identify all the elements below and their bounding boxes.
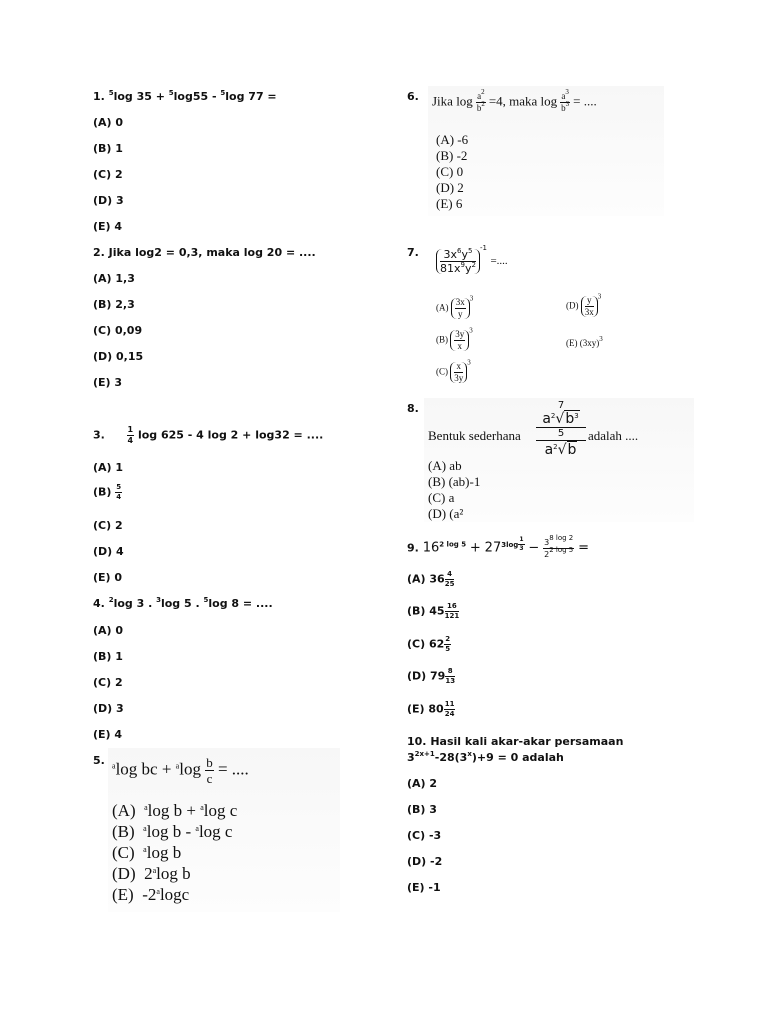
expr-part: log c: [203, 801, 238, 820]
expr-part: log 3 .: [113, 597, 157, 610]
q8-label: Bentuk sederhana: [428, 428, 521, 443]
log-base: a: [144, 803, 148, 812]
q1-option-a[interactable]: (A) 0: [93, 116, 124, 129]
question-number: 3.: [93, 428, 105, 442]
q8-option-c[interactable]: (C) a: [428, 490, 455, 505]
option-label: (C): [436, 366, 448, 377]
q2-option-d[interactable]: (D) 0,15: [93, 350, 144, 363]
fraction-b-over-c: [205, 756, 214, 785]
expr-part: log 625 - 4 log 2 + log32 = ....: [137, 428, 324, 442]
q2-option-a[interactable]: (A) 1,3: [93, 272, 135, 285]
exponent: 3: [469, 294, 474, 303]
expr-part: =4, maka log: [488, 93, 558, 109]
log-base: a: [200, 803, 204, 812]
denominator: 24: [444, 710, 455, 718]
fraction: [543, 534, 574, 559]
log-base: a: [195, 824, 199, 833]
option-text: (C) 62: [407, 637, 445, 651]
fraction: [115, 484, 122, 501]
numerator: 16: [445, 603, 460, 612]
numerator: x: [454, 362, 463, 373]
option-paren: [450, 330, 469, 351]
exponent: 8 log 2: [549, 534, 574, 542]
expr-part: Jika log: [432, 93, 473, 109]
numerator: 1: [127, 425, 134, 434]
denominator: b: [561, 103, 566, 113]
question-10-line2: [407, 751, 564, 764]
numerator: y: [585, 296, 594, 307]
root-index: 7: [557, 400, 565, 411]
exponent: 3: [574, 412, 579, 420]
option-label: (C): [112, 843, 135, 862]
log-base: 3: [156, 596, 161, 604]
question-4: [93, 597, 273, 610]
q1-option-c[interactable]: (C) 2: [93, 168, 123, 181]
exponent: 3: [469, 326, 473, 335]
radicand: b: [567, 442, 577, 458]
q10-option-e[interactable]: (E) -1: [407, 881, 441, 894]
log-base: 5: [168, 89, 174, 97]
question-10-line1: 10. Hasil kali akar-akar persamaan: [407, 735, 624, 748]
expr-part: )+9 = 0 adalah: [471, 751, 564, 764]
log-base: 5: [108, 89, 114, 97]
option-label: (B): [93, 485, 112, 499]
operator: −: [528, 540, 540, 556]
fraction-paren: [436, 246, 480, 275]
q5-option-c[interactable]: [112, 843, 181, 863]
q5-option-e[interactable]: [112, 885, 189, 905]
q9-option-b[interactable]: [407, 603, 459, 620]
base: 16: [422, 540, 440, 556]
numerator: a: [477, 91, 482, 101]
q5-option-a[interactable]: [112, 801, 237, 821]
numerator-part: y: [461, 247, 468, 261]
fraction: [445, 571, 455, 588]
denominator: 4: [127, 436, 134, 445]
expr-part: log b -: [146, 822, 196, 841]
expr-part: log bc +: [115, 759, 176, 779]
expr-part: log 5 .: [160, 597, 204, 610]
option-label: (E): [566, 338, 578, 348]
q5-option-b[interactable]: [112, 822, 232, 842]
denominator: b: [476, 103, 482, 113]
question-7: [436, 244, 508, 275]
expr-part: log 35 +: [113, 90, 169, 103]
exponent: 2 log 5: [439, 540, 467, 549]
denominator: 25: [444, 580, 455, 588]
expr-part: log c: [198, 822, 233, 841]
log-base: 5: [203, 596, 209, 604]
option-text: (D) 79: [407, 669, 446, 683]
question-7-number: 7.: [407, 246, 419, 259]
fraction: [455, 298, 466, 319]
option-label: (D): [566, 300, 579, 311]
q7-option-a[interactable]: [436, 294, 474, 319]
exponent: 2x+1: [414, 750, 435, 758]
log-base: 3: [501, 540, 507, 549]
expr-part: log 77 =: [225, 90, 277, 103]
numerator: a: [561, 91, 566, 101]
exponent: [501, 536, 524, 552]
log-base: 2: [108, 596, 114, 604]
expr-part: = ....: [573, 93, 597, 109]
log-base: 5: [220, 89, 226, 97]
fraction: [444, 636, 451, 653]
q1-option-b[interactable]: (B) 1: [93, 142, 123, 155]
expr-part: log: [179, 759, 201, 779]
q1-option-d[interactable]: (D) 3: [93, 194, 124, 207]
q9-option-a[interactable]: [407, 571, 454, 588]
option-text: (B) 45: [407, 604, 445, 618]
log-base: a: [175, 761, 180, 771]
q10-option-b[interactable]: (B) 3: [407, 803, 437, 816]
expr-part: log b: [146, 843, 182, 862]
right-column: [384, 0, 768, 1024]
numerator: 5: [116, 483, 122, 491]
log-base: a: [143, 845, 147, 854]
fraction-a3-b3: [560, 88, 570, 113]
q7-option-c[interactable]: [436, 358, 471, 383]
denominator: 4: [116, 493, 122, 501]
q7-option-d[interactable]: [566, 292, 602, 317]
question-3: [93, 426, 323, 445]
operator: =: [578, 540, 589, 556]
q4-option-e[interactable]: (E) 4: [93, 728, 123, 741]
question-number: 1.: [93, 90, 105, 103]
fraction: [454, 362, 463, 383]
denominator: 2: [544, 550, 550, 559]
option-label: (E): [112, 885, 134, 904]
denominator: x: [457, 341, 462, 351]
q8-option-d[interactable]: (D) (a²: [428, 506, 464, 521]
option-text: (A) 36: [407, 572, 445, 586]
base: a: [542, 411, 551, 427]
q3-option-d[interactable]: (D) 4: [93, 545, 124, 558]
numerator: 1: [519, 536, 524, 543]
q8-option-b[interactable]: (B) (ab)-1: [428, 474, 481, 489]
denominator: 3x: [584, 307, 594, 317]
q10-option-c[interactable]: (C) -3: [407, 829, 442, 842]
q3-option-c[interactable]: (C) 2: [93, 519, 123, 532]
log-word: log: [506, 540, 519, 549]
expr-part: logc: [159, 885, 190, 904]
q3-option-e[interactable]: (E) 0: [93, 571, 123, 584]
fraction: [445, 668, 455, 685]
question-8-number: 8.: [407, 402, 419, 415]
question-2: 2. Jika log2 = 0,3, maka log 20 = ....: [93, 246, 316, 259]
question-6-number: 6.: [407, 90, 419, 103]
q6-option-a[interactable]: (A) -6: [436, 132, 469, 147]
question-number: 9.: [407, 541, 419, 555]
base: 27: [484, 540, 502, 556]
question-6: [432, 88, 597, 113]
expr-part: 2: [144, 864, 153, 883]
expr-part: (3xy): [579, 338, 600, 348]
option-label: (B): [112, 822, 135, 841]
q4-option-a[interactable]: (A) 0: [93, 624, 124, 637]
exponent: 3: [597, 292, 602, 301]
exponent: 3: [599, 335, 603, 343]
q2-option-c[interactable]: (C) 0,09: [93, 324, 143, 337]
log-base: a: [143, 824, 147, 833]
exponent: 2: [553, 443, 558, 451]
q9-option-c[interactable]: [407, 636, 451, 653]
denominator-part: 81x: [440, 261, 461, 275]
option-label: (A): [112, 801, 136, 820]
q9-option-d[interactable]: [407, 668, 455, 685]
q4-option-c[interactable]: (C) 2: [93, 676, 123, 689]
q2-option-e[interactable]: (E) 3: [93, 376, 123, 389]
expr-part: log55 -: [173, 90, 221, 103]
question-9: [407, 534, 589, 559]
q9-option-e[interactable]: [407, 701, 455, 718]
question-5-number: 5.: [93, 754, 105, 767]
exponent: 5: [468, 246, 473, 255]
exponent: 2: [481, 100, 485, 108]
expr-part: = ....: [217, 759, 249, 779]
q10-option-d[interactable]: (D) -2: [407, 855, 443, 868]
log-base: a: [152, 866, 157, 875]
denominator: 5: [445, 645, 451, 653]
numerator: 3: [544, 538, 550, 547]
q3-option-b[interactable]: [93, 484, 122, 501]
radicand: b: [565, 411, 575, 427]
fraction: [454, 330, 465, 351]
expr-part: -2: [142, 885, 157, 904]
fraction-denominator: 5: [536, 427, 586, 441]
log-base: a: [112, 761, 116, 771]
exponent: 9: [460, 260, 465, 269]
q6-option-e[interactable]: (E) 6: [436, 196, 463, 211]
sqrt-sign: √: [557, 442, 567, 458]
q4-option-d[interactable]: (D) 3: [93, 702, 124, 715]
denominator: 13: [445, 677, 456, 685]
option-text: (E) 80: [407, 702, 444, 716]
q10-option-a[interactable]: (A) 2: [407, 777, 438, 790]
q6-option-b[interactable]: (B) -2: [436, 148, 468, 163]
question-5: [112, 756, 249, 785]
denominator: c: [206, 771, 213, 786]
q6-option-d[interactable]: (D) 2: [436, 180, 464, 195]
sqrt-sign: √: [555, 411, 565, 427]
numerator: 4: [445, 571, 455, 580]
exponent: 2 log 5: [549, 546, 574, 554]
operator: +: [469, 540, 481, 556]
q8-option-a[interactable]: (A) ab: [428, 458, 462, 473]
fraction: [440, 246, 476, 275]
expr-part: log b: [156, 864, 191, 883]
q2-option-b[interactable]: (B) 2,3: [93, 298, 135, 311]
fraction: [444, 701, 456, 718]
base: 3: [407, 751, 415, 764]
q7-option-e[interactable]: [566, 335, 603, 348]
exponent: 3: [565, 88, 569, 96]
question-1: [93, 90, 277, 103]
fraction: [518, 537, 524, 552]
exponent: 3: [565, 100, 570, 108]
q4-option-b[interactable]: (B) 1: [93, 650, 123, 663]
option-label: (D): [112, 864, 136, 883]
numerator: 3y: [455, 329, 465, 339]
numerator: 8: [445, 668, 455, 677]
numerator: 2: [445, 635, 451, 643]
exponent: 3: [467, 358, 471, 367]
q8-expression: [536, 400, 586, 459]
denominator: 121: [444, 612, 460, 620]
option-paren: [450, 362, 467, 383]
q7-option-b[interactable]: [436, 326, 473, 351]
outer-exponent: -1: [479, 244, 487, 252]
exponent: x: [467, 750, 472, 758]
exponent: 2: [550, 412, 556, 420]
base: a: [544, 442, 554, 458]
expr-part: =....: [490, 255, 508, 267]
q5-option-d[interactable]: [112, 864, 191, 884]
numerator: 3x: [455, 297, 465, 307]
q1-option-e[interactable]: (E) 4: [93, 220, 123, 233]
log-base: a: [156, 887, 160, 896]
fraction-quarter: [127, 426, 135, 445]
denominator: 3y: [454, 373, 464, 383]
q3-option-a[interactable]: (A) 1: [93, 461, 124, 474]
question-number: 4.: [93, 597, 105, 610]
option-paren: [581, 296, 598, 317]
denominator: y: [458, 309, 463, 319]
denominator: 3: [519, 545, 524, 552]
option-label: (B): [436, 334, 448, 345]
exponent: 6: [457, 246, 462, 255]
q6-option-c[interactable]: (C) 0: [436, 164, 464, 179]
expr-part: log 8 = ....: [208, 597, 273, 610]
numerator: b: [206, 755, 213, 770]
expr-part: log b +: [147, 801, 201, 820]
exponent: 2: [481, 88, 485, 96]
numerator-part: 3x: [443, 247, 458, 261]
fraction-a2-b2: [476, 88, 486, 113]
fraction: [585, 296, 594, 317]
exponent: 2: [471, 260, 476, 269]
option-paren: [451, 298, 470, 319]
expr-part: -28(3: [434, 751, 468, 764]
numerator: 11: [444, 700, 455, 708]
fraction: [445, 603, 460, 620]
q8-adalah: adalah ....: [588, 428, 639, 443]
denominator-part: y: [464, 261, 472, 275]
option-label: (A): [436, 302, 449, 313]
